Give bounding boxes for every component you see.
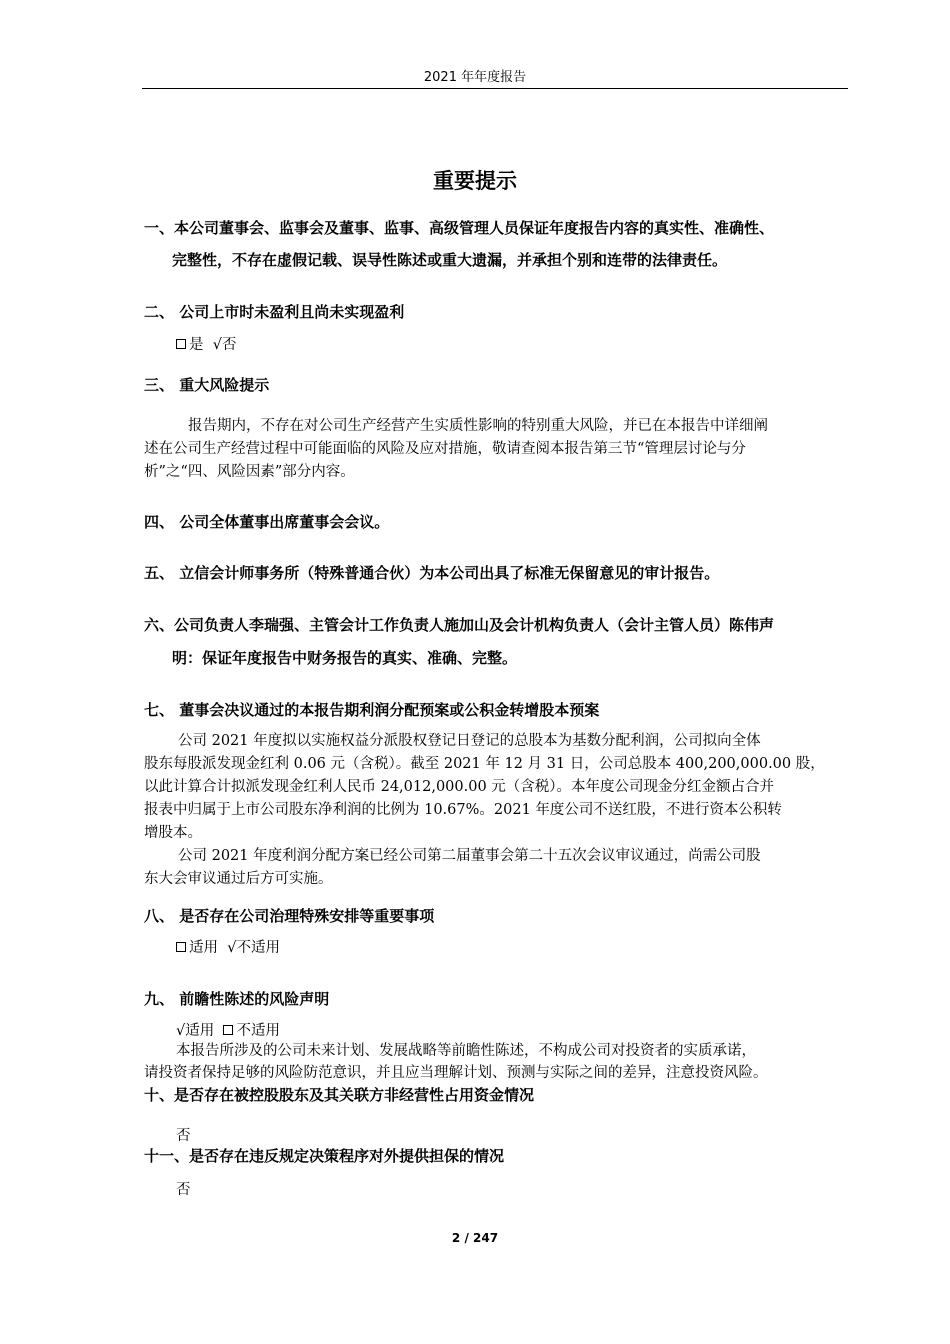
section-9-heading: 九、 前瞻性陈述的风险声明	[144, 990, 330, 1008]
section-9-line-2: 请投资者保持足够的风险防范意识，并且应当理解计划、预测与实际之间的差异，注意投资风险。	[144, 1065, 768, 1081]
section-6-line-1: 六、公司负责人李瑞强、主管会计工作负责人施加山及会计机构负责人（会计主管人员）陈伟声	[144, 616, 775, 634]
page-number: 2 / 247	[451, 1231, 499, 1245]
section-7-para-1-line-2: 股东每股派发现金红利 0.06 元（含税）。截至 2021 年 12 月 31 日，公司总股本 400,200,000.00 股，	[144, 756, 825, 772]
option-yes-label: 是	[189, 337, 204, 353]
checkbox-yes	[176, 339, 186, 349]
section-3-line-1: 报告期内，不存在对公司生产经营产生实质性影响的特别重大风险，并已在本报告中详细阐	[188, 418, 768, 434]
section-7-para-1-line-4: 报表中归属于上市公司股东净利润的比例为 10.67%。2021 年度公司不送红股，不进行资本公积转	[144, 802, 782, 818]
running-header: 2021 年年度报告	[423, 70, 527, 85]
section-11-answer: 否	[176, 1182, 191, 1198]
option-applicable-label: √适用	[176, 1023, 215, 1039]
section-2-heading: 二、 公司上市时未盈利且尚未实现盈利	[144, 303, 405, 321]
checkbox-applicable	[176, 942, 186, 952]
section-3-line-3: 析”之“四、风险因素”部分内容。	[144, 464, 355, 480]
header-rule	[142, 88, 848, 89]
section-3-line-2: 述在公司生产经营过程中可能面临的风险及应对措施，敬请查阅本报告第三节“管理层讨论与分	[144, 441, 746, 457]
section-9-options	[176, 1019, 280, 1040]
section-7-para-1-line-3: 以此计算合计拟派发现金红利人民币 24,012,000.00 元（含税）。本年度公司现金分红金额占合并	[144, 779, 775, 795]
section-2-options	[176, 333, 236, 354]
page-title: 重要提示	[433, 169, 517, 193]
option-applicable-label: 适用	[189, 940, 218, 956]
option-not-applicable-label: √不适用	[227, 940, 280, 956]
section-7-heading: 七、 董事会决议通过的本报告期利润分配预案或公积金转增股本预案	[144, 701, 600, 719]
section-6-line-2: 明：保证年度报告中财务报告的真实、准确、完整。	[172, 649, 518, 667]
section-1-line-2: 完整性，不存在虚假记载、误导性陈述或重大遗漏，并承担个别和连带的法律责任。	[172, 251, 728, 269]
section-11-heading: 十一、是否存在违反规定决策程序对外提供担保的情况	[144, 1147, 505, 1165]
section-9-line-1: 本报告所涉及的公司未来计划、发展战略等前瞻性陈述，不构成公司对投资者的实质承诺，	[176, 1043, 756, 1059]
section-7-para-2-line-2: 东大会审议通过后方可实施。	[144, 871, 333, 887]
section-8-heading: 八、 是否存在公司治理特殊安排等重要事项	[144, 907, 435, 925]
section-4: 四、 公司全体董事出席董事会会议。	[144, 513, 390, 531]
option-no-label: √否	[212, 337, 237, 353]
section-7-para-2-line-1: 公司 2021 年度利润分配方案已经公司第二届董事会第二十五次会议审议通过，尚需公司股	[178, 848, 761, 864]
section-5: 五、 立信会计师事务所（特殊普通合伙）为本公司出具了标准无保留意见的审计报告。	[144, 564, 720, 582]
section-3-heading: 三、 重大风险提示	[144, 376, 270, 394]
section-7-para-1-line-5: 增股本。	[144, 825, 202, 841]
checkbox-not-applicable	[223, 1025, 233, 1035]
section-10-heading: 十、是否存在被控股股东及其关联方非经营性占用资金情况	[144, 1086, 535, 1104]
section-10-answer: 否	[176, 1128, 191, 1144]
option-not-applicable-label: 不适用	[236, 1023, 280, 1039]
section-1-line-1: 一、本公司董事会、监事会及董事、监事、高级管理人员保证年度报告内容的真实性、准确性、	[144, 219, 775, 237]
section-8-options	[176, 936, 280, 957]
section-7-para-1-line-1: 公司 2021 年度拟以实施权益分派股权登记日登记的总股本为基数分配利润，公司拟向全体	[178, 733, 761, 749]
